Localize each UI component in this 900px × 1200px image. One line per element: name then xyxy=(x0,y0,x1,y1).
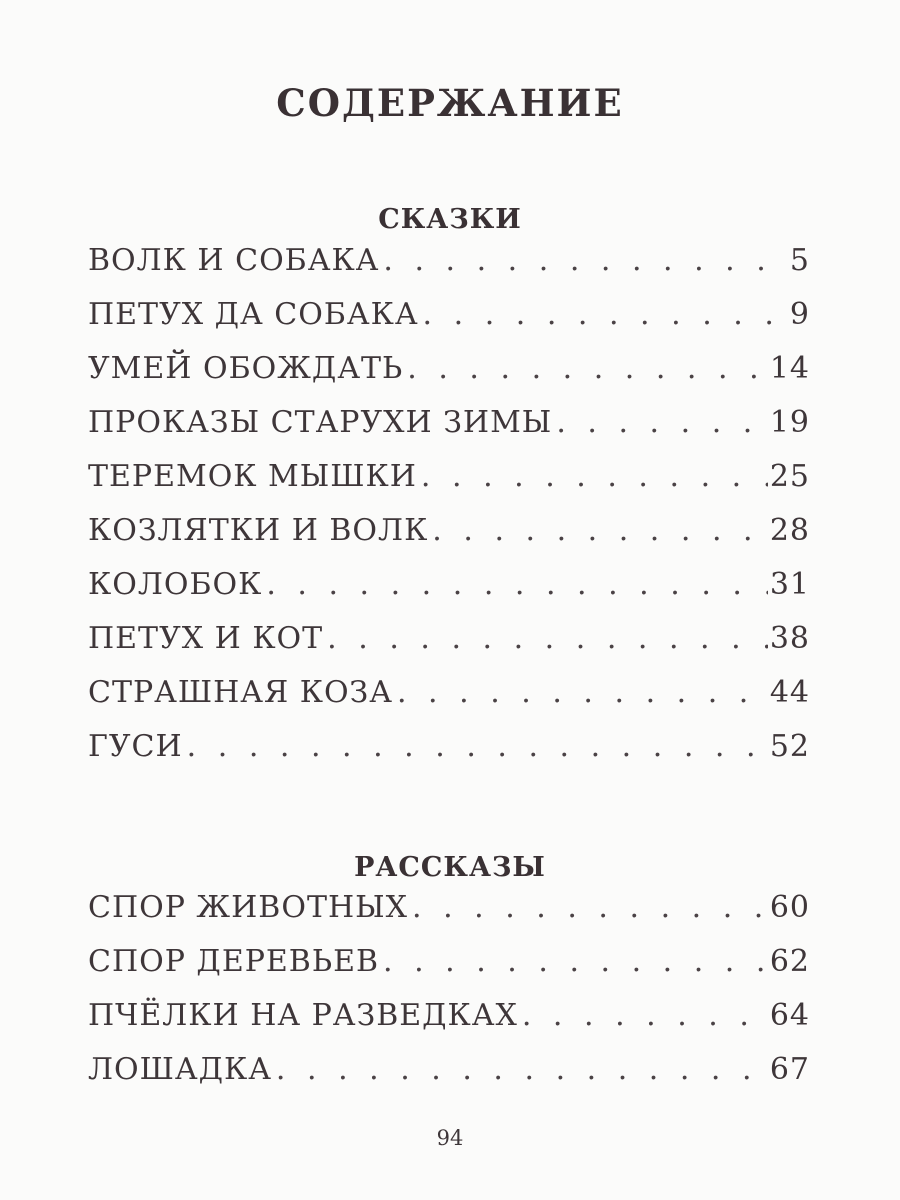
toc-entry xyxy=(88,621,810,675)
toc-entry-page: 9 xyxy=(789,297,810,332)
toc-entry-title: КОЛОБОК xyxy=(88,567,263,602)
toc-entry xyxy=(88,297,810,351)
toc-entry xyxy=(88,459,810,513)
toc-entry xyxy=(88,567,810,621)
section-heading-stories: РАССКАЗЫ xyxy=(354,852,546,884)
toc-entry-title: ГУСИ xyxy=(88,729,183,764)
toc-entry-title: ВОЛК И СОБАКА xyxy=(88,243,380,278)
page-title: СОДЕРЖАНИЕ xyxy=(276,80,624,125)
toc-entry-page: 28 xyxy=(769,513,810,548)
toc-entry-title: УМЕЙ ОБОЖДАТЬ xyxy=(88,351,404,386)
dot-leader xyxy=(327,621,768,656)
toc-entry-page: 60 xyxy=(769,890,810,925)
dot-leader xyxy=(423,297,788,332)
toc-entry xyxy=(88,405,810,459)
toc-entry-title: ПРОКАЗЫ СТАРУХИ ЗИМЫ xyxy=(88,405,553,440)
toc-entry-title: СПОР ЖИВОТНЫХ xyxy=(88,890,408,925)
page-number: 94 xyxy=(436,1126,464,1150)
toc-entry-page: 64 xyxy=(769,998,810,1033)
toc-entry xyxy=(88,890,810,944)
section-heading-fairy-tales: СКАЗКИ xyxy=(378,204,522,236)
toc-entry xyxy=(88,351,810,405)
toc-entry xyxy=(88,513,810,567)
dot-leader xyxy=(432,513,768,548)
dot-leader xyxy=(397,675,768,710)
dot-leader xyxy=(522,998,768,1033)
toc-list-stories xyxy=(88,890,810,1106)
toc-entry-title: СТРАШНАЯ КОЗА xyxy=(88,675,393,710)
dot-leader xyxy=(187,729,768,764)
dot-leader xyxy=(556,405,767,440)
toc-entry xyxy=(88,243,810,297)
toc-entry-page: 67 xyxy=(769,1052,810,1087)
toc-entry-title: ПЧЁЛКИ НА РАЗВЕДКАХ xyxy=(88,998,518,1033)
toc-entry-title: СПОР ДЕРЕВЬЕВ xyxy=(88,944,380,979)
toc-entry-page: 31 xyxy=(769,567,810,602)
toc-entry xyxy=(88,729,810,783)
dot-leader xyxy=(383,243,788,278)
toc-entry-page: 62 xyxy=(769,944,810,979)
toc-entry-page: 14 xyxy=(769,351,810,386)
toc-entry-page: 52 xyxy=(769,729,810,764)
toc-entry-page: 25 xyxy=(769,459,810,494)
toc-entry xyxy=(88,998,810,1052)
toc-entry xyxy=(88,675,810,729)
toc-entry-page: 38 xyxy=(769,621,810,656)
toc-entry xyxy=(88,1052,810,1106)
toc-entry-title: ПЕТУХ И КОТ xyxy=(88,621,324,656)
toc-entry-title: ПЕТУХ ДА СОБАКА xyxy=(88,297,419,332)
dot-leader xyxy=(412,890,768,925)
dot-leader xyxy=(276,1052,768,1087)
toc-entry-title: КОЗЛЯТКИ И ВОЛК xyxy=(88,513,429,548)
dot-leader xyxy=(421,459,768,494)
toc-entry-page: 5 xyxy=(789,243,810,278)
dot-leader xyxy=(266,567,768,602)
toc-entry-title: ЛОШАДКА xyxy=(88,1052,272,1087)
dot-leader xyxy=(383,944,768,979)
toc-entry-page: 19 xyxy=(769,405,810,440)
toc-entry xyxy=(88,944,810,998)
toc-entry-title: ТЕРЕМОК МЫШКИ xyxy=(88,459,417,494)
toc-list-fairy-tales xyxy=(88,243,810,783)
dot-leader xyxy=(407,351,768,386)
toc-entry-page: 44 xyxy=(769,675,810,710)
